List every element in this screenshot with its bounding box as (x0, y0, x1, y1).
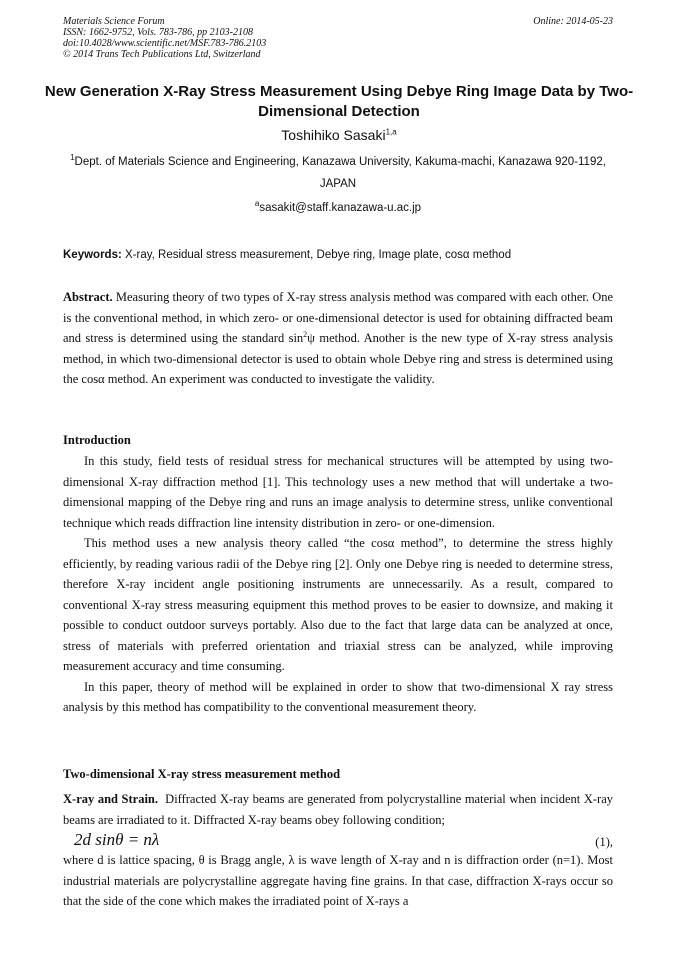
affiliation-text: Dept. of Materials Science and Engineering, Kanazawa University, Kakuma-machi, Kanazawa 920-1192, JAPAN (74, 156, 606, 190)
email-address[interactable]: sasakit@staff.kanazawa-u.ac.jp (259, 202, 422, 214)
affiliation-superscript: 1 (70, 153, 75, 163)
subsection-heading: X-ray and Strain. (63, 792, 159, 806)
abstract-label: Abstract. (63, 290, 113, 304)
bragg-equation: 2d sinθ = nλ (74, 830, 160, 849)
xray-strain-text: Diffracted X-ray beams are generated from polycrystalline material when incident X-ray beams are irradiated to it. Diffracted X-ray beams obey following condition; (63, 792, 614, 827)
author-name: Toshihiko Sasaki (281, 127, 386, 143)
author-superscript: 1,a (385, 127, 397, 137)
section-heading: Two-dimensional X-ray stress measurement method (63, 767, 341, 781)
equation-explanation: where d is lattice spacing, θ is Bragg angle, λ is wave length of X-ray and n is diffraction order (n=1). Most industrial materials are polycrystalline aggregate having fine grains. In that case, diffraction X-rays occur so that the side of the cone which makes the irradiated point of X-rays a (63, 853, 613, 908)
journal-header (63, 16, 266, 60)
introduction-body (63, 451, 613, 718)
journal-doi: doi:10.4028/www.scientific.net/MSF.783-786.2103 (63, 38, 267, 49)
journal-name: Materials Science Forum (63, 16, 165, 27)
author-email (63, 200, 613, 216)
abstract-text-2: ψ method. Another is the new type of X-ray stress analysis method, in which two-dimensional detector is used to obtain whole Debye ring and stress is determined using the cosα method. An experiment was conducted to investigate the validity. (63, 331, 614, 386)
introduction-heading: Introduction (63, 433, 131, 447)
intro-paragraph-3: In this paper, theory of method will be explained in order to show that two-dimensional X ray stress analysis by this method has compatibility to the conventional measurement theory. (63, 679, 613, 714)
online-date: Online: 2014-05-23 (533, 16, 613, 27)
affiliation (63, 151, 613, 195)
paper-title: New Generation X-Ray Stress Measurement Using Debye Ring Image Data by Two-Dimensional Detection (44, 83, 634, 120)
author-line (40, 126, 638, 144)
abstract-text-1: Measuring theory of two types of X-ray stress analysis method was compared with each other. One is the conventional method, in which zero- or one-dimensional detector is used for obtaining diffracted beam and stress is determined using the standard sin (63, 290, 614, 345)
xray-strain-paragraph (63, 789, 613, 830)
equation-1 (63, 828, 613, 852)
email-superscript: a (254, 199, 260, 209)
equation-number: (1), (595, 835, 613, 849)
keywords-text: X-ray, Residual stress measurement, Debye ring, Image plate, cosα method (125, 249, 512, 261)
keywords (63, 247, 613, 263)
abstract (63, 287, 613, 390)
keywords-label: Keywords: (63, 249, 122, 261)
intro-paragraph-1: In this study, field tests of residual stress for mechanical structures will be attempted by using two-dimensional X-ray diffraction method [1]. This technology uses a new method that will undertake a two-dimensional mapping of the Debye ring and runs an image analysis to determine stress, unlike conventional technique which reads diffraction line intensity distribution in zero- or one-dimension. (63, 454, 613, 530)
journal-copyright: © 2014 Trans Tech Publications Ltd, Switzerland (63, 49, 261, 60)
intro-paragraph-2: This method uses a new analysis theory called “the cosα method”, to determine the stress highly efficiently, by reading various radii of the Debye ring [2]. Only one Debye ring is needed to determine stress, therefore X-ray incident angle positioning instruments are unnecessarily. As a result, compared to conventional X-ray stress measuring equipment this method proves to be easier to downsize, and making it possible to conduct outdoor surveys portably. Also due to the fact that large data can be analyzed at once, stress of materials with preferred orientation and triaxial stress can be analyzed, while improving measurement accuracy and time consuming. (63, 536, 613, 673)
abstract-superscript: 2 (303, 329, 308, 339)
journal-issn: ISSN: 1662-9752, Vols. 783-786, pp 2103-2108 (63, 27, 253, 38)
